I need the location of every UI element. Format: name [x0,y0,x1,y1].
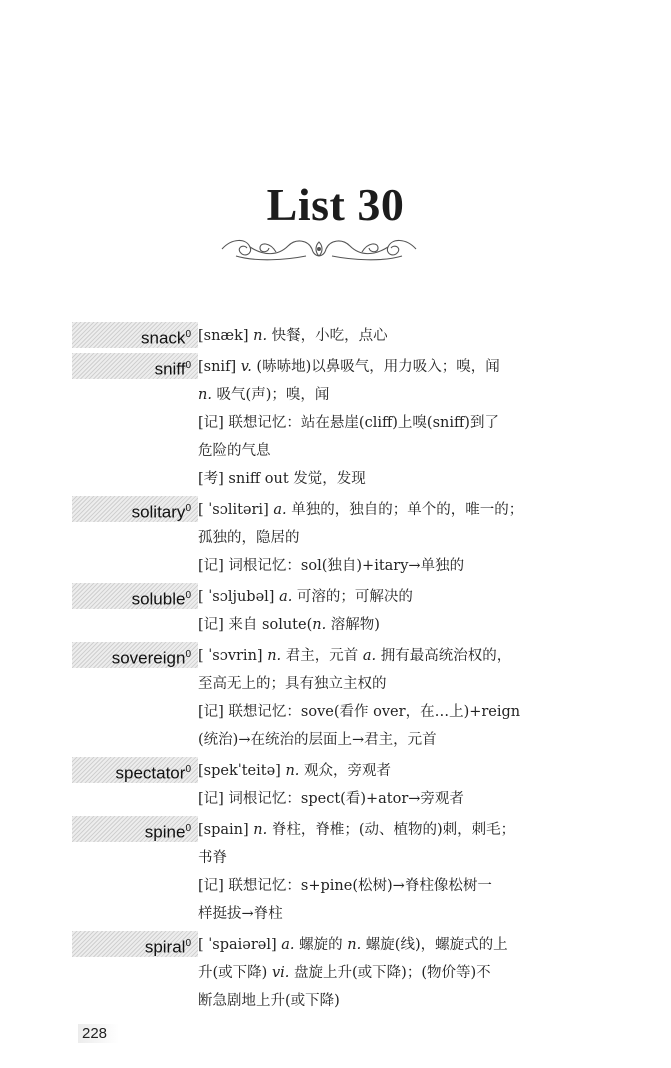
definition-line: n. 吸气(声)；嗅，闻 [198,387,330,403]
headword: spiral$^0$ [72,931,198,957]
definition-line: [记] 联想记忆：s+pine(松树)→脊柱像松树一 [198,878,492,894]
word-entry [0,583,671,639]
decorative-flourish-icon [216,232,422,266]
definition-line: [ ˈsɔljubəl] a. 可溶的；可解决的 [198,589,413,605]
word-entry [0,496,671,580]
definition-line: 至高无上的；具有独立主权的 [198,676,387,692]
headword: solitary$^0$ [72,496,198,522]
page-number: 228 [78,1024,119,1043]
headword: sniff$^0$ [72,353,198,379]
definition-line: [snæk] n. 快餐，小吃，点心 [198,328,388,344]
definition-line: 孤独的，隐居的 [198,530,300,546]
word-entry [0,353,671,493]
definition-line: 断急剧地上升(或下降) [198,993,340,1009]
definition-line: 升(或下降) vi. 盘旋上升(或下降)；(物价等)不 [198,965,491,981]
definition-line: [记] 来自 solute(n. 溶解物) [198,617,380,633]
headword: soluble$^0$ [72,583,198,609]
definition-line: [spekˈteitə] n. 观众，旁观者 [198,763,392,779]
definition-line: [ ˈsɔvrin] n. 君主，元首 a. 拥有最高统治权的， [198,648,512,664]
word-entry [0,931,671,1015]
definition-line: [考] sniff out 发觉，发现 [198,471,366,487]
word-list [0,322,671,1018]
definition-line: [记] 词根记忆：spect(看)+ator→旁观者 [198,791,464,807]
word-entry [0,322,671,350]
definition-line: (统治)→在统治的层面上→君主，元首 [198,732,437,748]
headword: spectator$^0$ [72,757,198,783]
headword: snack$^0$ [72,322,198,348]
word-entry [0,816,671,928]
definition-line: [记] 词根记忆：sol(独自)+itary→单独的 [198,558,465,574]
headword: sovereign$^0$ [72,642,198,668]
definition-line: [记] 联想记忆：站在悬崖(cliff)上嗅(sniff)到了 [198,415,499,431]
word-entry [0,642,671,754]
definition-line: 书脊 [198,850,227,866]
word-entry [0,757,671,813]
definition-line: [ ˈsɔlitəri] a. 单独的，独自的；单个的，唯一的； [198,502,524,518]
definition-line: 样挺拔→脊柱 [198,906,283,922]
definition-line: [snif] v. (哧哧地)以鼻吸气，用力吸入；嗅，闻 [198,359,500,375]
list-title: List 30 [266,179,405,230]
definition-line: 危险的气息 [198,443,271,459]
definition-line: [记] 联想记忆：sove(看作 over，在…上)+reign [198,704,521,720]
definition-line: [ ˈspaiərəl] a. 螺旋的 n. 螺旋(线)，螺旋式的上 [198,937,508,953]
headword: spine$^0$ [72,816,198,842]
definition-line: [spain] n. 脊柱，脊椎；(动、植物的)刺，刺毛； [198,822,516,838]
